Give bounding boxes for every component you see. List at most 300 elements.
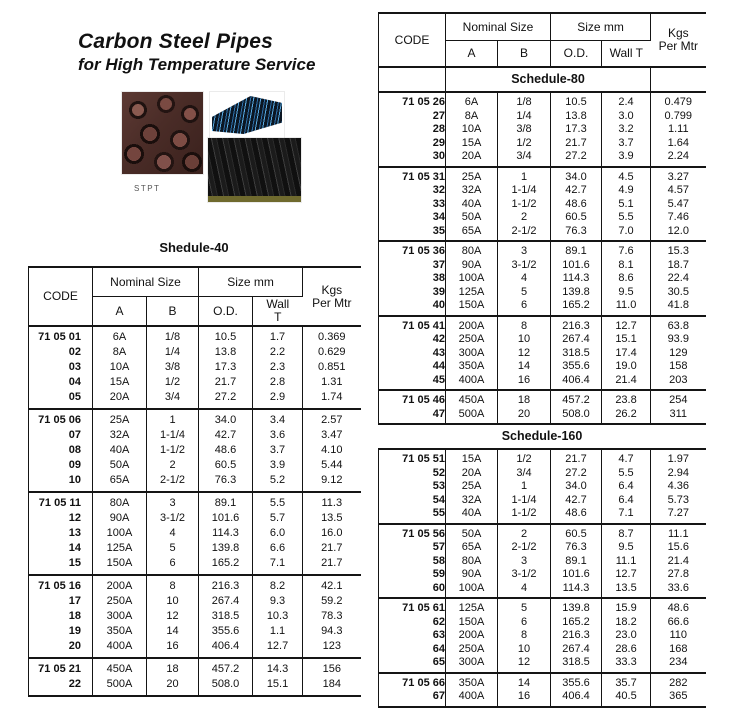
wallt-cell: 3.6 — [253, 428, 303, 443]
row-group — [379, 598, 706, 673]
nominal-a-cell: 25A — [446, 480, 498, 494]
nominal-a-cell: 25A — [93, 409, 147, 428]
table-row — [379, 407, 706, 424]
nominal-b-cell: 1 — [147, 409, 199, 428]
wallt-cell: 5.5 — [602, 466, 651, 480]
table-row — [379, 629, 706, 643]
table-row — [379, 184, 706, 198]
schedule160-title: Schedule-160 — [379, 424, 706, 449]
table-row — [379, 197, 706, 211]
kgs-cell: 282 — [669, 676, 688, 689]
wallt-cell: 2.8 — [253, 375, 303, 390]
nominal-b-cell: 10 — [147, 594, 199, 609]
nominal-b-cell: 2 — [498, 524, 551, 541]
table-row — [29, 390, 361, 409]
kgs-cell: 78.3 — [321, 610, 343, 622]
od-cell: 48.6 — [199, 443, 253, 458]
od-cell: 216.3 — [551, 316, 602, 333]
nominal-a-cell: 32A — [93, 428, 147, 443]
nominal-a-cell: 450A — [93, 658, 147, 677]
od-cell: 13.8 — [199, 345, 253, 360]
nominal-b-cell: 16 — [147, 639, 199, 658]
wallt-cell: 14.3 — [253, 658, 303, 677]
nominal-a-cell: 32A — [446, 493, 498, 507]
code-cell: 71 05 06 — [29, 409, 93, 428]
nominal-b-cell: 1 — [498, 480, 551, 494]
nominal-a-cell: 100A — [446, 581, 498, 598]
table-row — [29, 556, 361, 575]
nominal-b-cell: 1/2 — [498, 449, 551, 466]
kgs-cell: 0.369 — [318, 331, 346, 343]
size-mm-header: Size mm — [551, 13, 651, 41]
code-cell: 40 — [379, 299, 446, 316]
code-cell: 45 — [379, 373, 446, 390]
table-row — [379, 241, 706, 258]
nominal-b-cell: 1/4 — [498, 109, 551, 123]
row-group — [379, 524, 706, 599]
od-cell: 216.3 — [199, 575, 253, 594]
code-cell: 13 — [29, 526, 93, 541]
nominal-b-cell: 2-1/2 — [147, 473, 199, 492]
od-cell: 267.4 — [199, 594, 253, 609]
nominal-b-cell: 4 — [147, 526, 199, 541]
row-group — [379, 449, 706, 524]
nominal-a-cell: 40A — [446, 507, 498, 524]
wallt-cell: 3.7 — [602, 136, 651, 150]
code-cell: 10 — [29, 473, 93, 492]
pipes-photo-brown — [122, 92, 203, 174]
wallt-cell: 5.2 — [253, 473, 303, 492]
table-row — [379, 360, 706, 374]
table-row — [29, 473, 361, 492]
code-cell: 18 — [29, 609, 93, 624]
kgs-cell: 11.3 — [321, 497, 343, 509]
code-cell: 71 05 11 — [29, 492, 93, 511]
od-cell: 114.3 — [199, 526, 253, 541]
od-cell: 27.2 — [199, 390, 253, 409]
od-cell: 21.7 — [199, 375, 253, 390]
code-cell: 71 05 26 — [379, 92, 446, 109]
nominal-a-cell: 40A — [446, 197, 498, 211]
nominal-b-cell: 2 — [498, 211, 551, 225]
od-cell: 165.2 — [551, 299, 602, 316]
code-cell: 67 — [379, 690, 446, 707]
nominal-a-cell: 15A — [446, 136, 498, 150]
nominal-b-cell: 18 — [147, 658, 199, 677]
code-cell: 03 — [29, 360, 93, 375]
table-row — [379, 373, 706, 390]
kgs-cell: 63.8 — [667, 319, 689, 332]
table-row — [29, 345, 361, 360]
wallt-cell: 7.1 — [602, 507, 651, 524]
nominal-b-cell: 1-1/4 — [498, 493, 551, 507]
page-subtitle: for High Temperature Service — [78, 55, 316, 74]
code-cell: 14 — [29, 541, 93, 556]
od-cell: 34.0 — [551, 480, 602, 494]
table-row — [379, 615, 706, 629]
od-cell: 42.7 — [551, 493, 602, 507]
col-od-header: O.D. — [199, 297, 253, 327]
wallt-cell: 1.7 — [253, 326, 303, 345]
table-row — [379, 449, 706, 466]
nominal-b-cell: 5 — [498, 598, 551, 615]
wallt-cell: 9.3 — [253, 594, 303, 609]
od-cell: 76.3 — [551, 541, 602, 555]
wallt-cell: 6.6 — [253, 541, 303, 556]
nominal-b-cell: 1/8 — [498, 92, 551, 109]
code-cell: 39 — [379, 285, 446, 299]
code-cell: 54 — [379, 493, 446, 507]
kgs-cell: 59.2 — [321, 595, 343, 607]
table-row — [29, 526, 361, 541]
table-row — [379, 390, 706, 407]
wallt-cell: 12.7 — [602, 316, 651, 333]
kgs-cell: 1.64 — [667, 136, 689, 149]
nominal-a-cell: 50A — [93, 458, 147, 473]
od-cell: 27.2 — [551, 150, 602, 167]
code-cell: 71 05 41 — [379, 316, 446, 333]
band-spacer — [651, 67, 706, 92]
col-a-header: A — [93, 297, 147, 327]
row-group — [379, 92, 706, 167]
table-row — [29, 375, 361, 390]
table-row — [29, 458, 361, 473]
nominal-a-cell: 125A — [93, 541, 147, 556]
od-cell: 76.3 — [199, 473, 253, 492]
nominal-b-cell: 10 — [498, 642, 551, 656]
kgs-cell: 1.31 — [321, 376, 343, 388]
row-group — [29, 326, 361, 409]
nominal-a-cell: 25A — [446, 167, 498, 184]
schedule160-band — [379, 424, 706, 449]
table-row — [379, 333, 706, 347]
table-row — [29, 492, 361, 511]
code-cell: 71 05 56 — [379, 524, 446, 541]
nominal-b-cell: 1/2 — [147, 375, 199, 390]
od-cell: 60.5 — [199, 458, 253, 473]
col-a-header: A — [446, 41, 498, 68]
od-cell: 89.1 — [551, 554, 602, 568]
od-cell: 457.2 — [199, 658, 253, 677]
band-spacer — [379, 67, 446, 92]
od-cell: 267.4 — [551, 642, 602, 656]
nominal-b-cell: 6 — [498, 299, 551, 316]
wallt-cell: 3.9 — [253, 458, 303, 473]
nominal-a-cell: 8A — [446, 109, 498, 123]
table-row — [379, 211, 706, 225]
row-group — [379, 673, 706, 707]
kgs-cell: 0.629 — [318, 346, 346, 358]
code-cell: 32 — [379, 184, 446, 198]
kgs-cell: 5.44 — [321, 459, 343, 471]
nominal-b-cell: 4 — [498, 272, 551, 286]
code-cell: 34 — [379, 211, 446, 225]
od-cell: 267.4 — [551, 333, 602, 347]
od-cell: 60.5 — [551, 524, 602, 541]
code-cell: 38 — [379, 272, 446, 286]
nominal-b-cell: 3/4 — [498, 466, 551, 480]
code-cell: 17 — [29, 594, 93, 609]
code-cell: 28 — [379, 123, 446, 137]
od-cell: 139.8 — [551, 598, 602, 615]
kgs-cell: 7.46 — [667, 211, 689, 223]
table-row — [29, 594, 361, 609]
code-cell: 71 05 31 — [379, 167, 446, 184]
pipes-photo-blue — [210, 92, 284, 138]
wallt-cell: 15.1 — [602, 333, 651, 347]
table-row — [379, 466, 706, 480]
wallt-cell: 7.6 — [602, 241, 651, 258]
nominal-a-cell: 100A — [446, 272, 498, 286]
kgs-cell: 203 — [669, 373, 688, 386]
kgs-cell: 0.479 — [664, 96, 693, 108]
kgs-cell: 33.6 — [667, 581, 689, 594]
col-wallt-header: Wall T — [609, 46, 643, 61]
od-cell: 406.4 — [551, 690, 602, 707]
wallt-cell: 2.9 — [253, 390, 303, 409]
nominal-b-cell: 3 — [498, 241, 551, 258]
col-b-header: B — [147, 297, 199, 327]
wallt-cell: 7.0 — [602, 224, 651, 241]
code-header: CODE — [379, 13, 446, 67]
wallt-cell: 5.7 — [253, 511, 303, 526]
nominal-b-cell: 10 — [498, 333, 551, 347]
nominal-a-cell: 500A — [93, 677, 147, 696]
table-row — [379, 690, 706, 707]
nominal-b-cell: 3/4 — [147, 390, 199, 409]
kgs-cell: 22.4 — [667, 272, 689, 284]
nominal-a-cell: 65A — [93, 473, 147, 492]
nominal-a-cell: 65A — [446, 541, 498, 555]
kgs-cell: 21.7 — [321, 542, 343, 554]
kgs-cell: 15.6 — [667, 541, 689, 553]
kgs-cell: 7.27 — [667, 507, 689, 519]
table-header — [379, 13, 706, 67]
code-cell: 29 — [379, 136, 446, 150]
nominal-a-cell: 150A — [446, 299, 498, 316]
nominal-b-cell: 8 — [498, 316, 551, 333]
od-cell: 101.6 — [551, 568, 602, 582]
od-cell: 355.6 — [551, 673, 602, 690]
code-cell: 71 05 61 — [379, 598, 446, 615]
nominal-a-cell: 300A — [446, 656, 498, 673]
table-row — [379, 480, 706, 494]
kgs-cell: 234 — [669, 656, 688, 668]
schedule80-160-table — [378, 12, 706, 708]
nominal-b-cell: 14 — [498, 673, 551, 690]
wallt-cell: 17.4 — [602, 346, 651, 360]
od-cell: 34.0 — [199, 409, 253, 428]
nominal-a-cell: 350A — [446, 360, 498, 374]
table-row — [29, 409, 361, 428]
wallt-cell: 8.2 — [253, 575, 303, 594]
wallt-cell: 10.3 — [253, 609, 303, 624]
code-cell: 47 — [379, 407, 446, 424]
kgs-header: Kgs Per Mtr — [312, 282, 352, 310]
size-mm-header: Size mm — [199, 267, 303, 297]
nominal-b-cell: 12 — [147, 609, 199, 624]
od-cell: 406.4 — [551, 373, 602, 390]
od-cell: 48.6 — [551, 197, 602, 211]
nominal-a-cell: 20A — [446, 150, 498, 167]
wallt-cell: 13.5 — [602, 581, 651, 598]
nominal-a-cell: 80A — [93, 492, 147, 511]
row-group — [29, 409, 361, 492]
nominal-b-cell: 2-1/2 — [498, 224, 551, 241]
od-cell: 89.1 — [199, 492, 253, 511]
row-group — [29, 658, 361, 696]
nominal-a-cell: 250A — [446, 642, 498, 656]
nominal-b-cell: 5 — [498, 285, 551, 299]
kgs-cell: 21.7 — [321, 557, 343, 569]
kgs-cell: 254 — [669, 394, 688, 406]
nominal-b-cell: 16 — [498, 690, 551, 707]
table-row — [379, 136, 706, 150]
od-cell: 508.0 — [199, 677, 253, 696]
wallt-cell: 19.0 — [602, 360, 651, 374]
od-cell: 48.6 — [551, 507, 602, 524]
nominal-size-header: Nominal Size — [446, 13, 551, 41]
kgs-cell: 311 — [669, 407, 688, 420]
od-cell: 27.2 — [551, 466, 602, 480]
schedule40-table — [28, 266, 361, 697]
table-row — [379, 92, 706, 109]
nominal-a-cell: 300A — [93, 609, 147, 624]
nominal-a-cell: 90A — [93, 511, 147, 526]
code-cell: 63 — [379, 629, 446, 643]
table-row — [379, 581, 706, 598]
nominal-b-cell: 1/8 — [147, 326, 199, 345]
kgs-cell: 16.0 — [321, 527, 343, 539]
od-cell: 13.8 — [551, 109, 602, 123]
od-cell: 17.3 — [551, 123, 602, 137]
code-cell: 59 — [379, 568, 446, 582]
row-group — [379, 241, 706, 316]
nominal-a-cell: 20A — [93, 390, 147, 409]
nominal-a-cell: 100A — [93, 526, 147, 541]
nominal-a-cell: 50A — [446, 524, 498, 541]
nominal-b-cell: 4 — [498, 581, 551, 598]
kgs-header: Kgs Per Mtr — [658, 26, 698, 53]
table-row — [379, 167, 706, 184]
nominal-size-header: Nominal Size — [93, 267, 199, 297]
kgs-cell: 30.5 — [667, 285, 689, 298]
row-group — [29, 575, 361, 658]
nominal-b-cell: 3-1/2 — [147, 511, 199, 526]
wallt-cell: 35.7 — [602, 673, 651, 690]
kgs-cell: 4.57 — [667, 184, 689, 196]
kgs-cell: 18.7 — [667, 258, 689, 271]
kgs-cell: 158 — [669, 360, 688, 372]
code-cell: 57 — [379, 541, 446, 555]
nominal-b-cell: 1-1/4 — [147, 428, 199, 443]
kgs-cell: 0.851 — [318, 361, 346, 373]
table-row — [379, 541, 706, 555]
nominal-b-cell: 14 — [498, 360, 551, 374]
kgs-cell: 11.1 — [667, 527, 689, 540]
od-cell: 139.8 — [551, 285, 602, 299]
nominal-b-cell: 3-1/2 — [498, 258, 551, 272]
od-cell: 10.5 — [199, 326, 253, 345]
wallt-cell: 3.7 — [253, 443, 303, 458]
nominal-a-cell: 200A — [446, 316, 498, 333]
code-cell: 19 — [29, 624, 93, 639]
nominal-b-cell: 2 — [147, 458, 199, 473]
nominal-a-cell: 450A — [446, 390, 498, 407]
wallt-cell: 3.0 — [602, 109, 651, 123]
wallt-cell: 3.4 — [253, 409, 303, 428]
table-row — [379, 346, 706, 360]
wallt-cell: 15.1 — [253, 677, 303, 696]
nominal-b-cell: 1 — [498, 167, 551, 184]
nominal-a-cell: 350A — [93, 624, 147, 639]
od-cell: 21.7 — [551, 136, 602, 150]
table-row — [379, 258, 706, 272]
table-row — [379, 109, 706, 123]
code-cell: 71 05 01 — [29, 326, 93, 345]
nominal-b-cell: 20 — [147, 677, 199, 696]
nominal-b-cell: 3 — [147, 492, 199, 511]
wallt-cell: 2.2 — [253, 345, 303, 360]
nominal-a-cell: 6A — [93, 326, 147, 345]
kgs-cell: 3.27 — [667, 170, 689, 183]
nominal-b-cell: 3-1/2 — [498, 568, 551, 582]
kgs-cell: 9.12 — [321, 474, 343, 486]
table-row — [379, 299, 706, 316]
kgs-cell: 168 — [669, 642, 688, 655]
table-row — [379, 272, 706, 286]
nominal-b-cell: 1-1/2 — [498, 507, 551, 524]
code-cell: 55 — [379, 507, 446, 524]
wallt-cell: 33.3 — [602, 656, 651, 673]
wallt-cell: 8.7 — [602, 524, 651, 541]
kgs-cell: 41.8 — [667, 299, 689, 311]
wallt-cell: 23.8 — [602, 390, 651, 407]
code-cell: 71 05 16 — [29, 575, 93, 594]
nominal-a-cell: 200A — [446, 629, 498, 643]
nominal-b-cell: 16 — [498, 373, 551, 390]
od-cell: 165.2 — [551, 615, 602, 629]
kgs-cell: 123 — [322, 640, 341, 652]
row-group — [379, 167, 706, 242]
nominal-b-cell: 3 — [498, 554, 551, 568]
nominal-b-cell: 20 — [498, 407, 551, 424]
od-cell: 355.6 — [551, 360, 602, 374]
table-row — [379, 656, 706, 673]
nominal-a-cell: 500A — [446, 407, 498, 424]
code-cell: 37 — [379, 258, 446, 272]
code-cell: 71 05 36 — [379, 241, 446, 258]
kgs-cell: 93.9 — [667, 333, 689, 345]
table-row — [379, 568, 706, 582]
nominal-b-cell: 8 — [498, 629, 551, 643]
table-row — [379, 316, 706, 333]
od-cell: 60.5 — [551, 211, 602, 225]
table-row — [29, 511, 361, 526]
wallt-cell: 6.0 — [253, 526, 303, 541]
code-cell: 71 05 51 — [379, 449, 446, 466]
table-row — [29, 658, 361, 677]
nominal-a-cell: 10A — [93, 360, 147, 375]
wallt-cell: 12.7 — [602, 568, 651, 582]
od-cell: 318.5 — [551, 656, 602, 673]
nominal-b-cell: 14 — [147, 624, 199, 639]
wallt-cell: 3.9 — [602, 150, 651, 167]
nominal-a-cell: 90A — [446, 258, 498, 272]
nominal-b-cell: 12 — [498, 656, 551, 673]
wallt-cell: 5.1 — [602, 197, 651, 211]
od-cell: 165.2 — [199, 556, 253, 575]
